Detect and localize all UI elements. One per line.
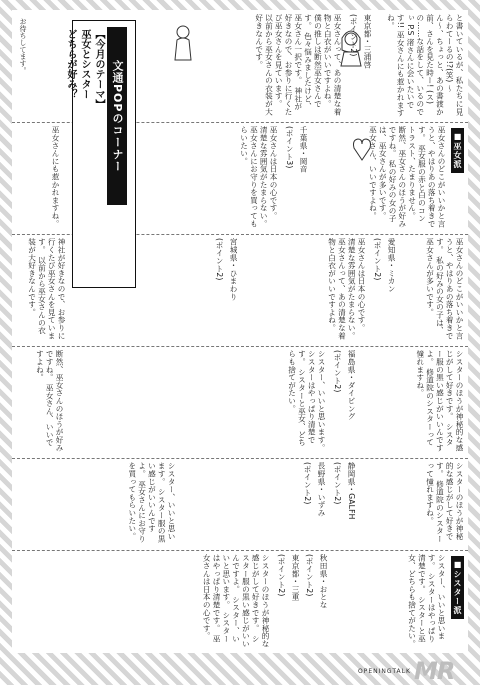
text-block [16,126,60,230]
text-line: 以前から巫女さんの衣装が大好きなんです。 [27,238,47,335]
reader-name [344,462,356,546]
text-line: 巫女さん、いいですよね。 [35,350,55,447]
tier-divider [12,550,468,551]
text-line: シスター服の黒い感じがいいんですよ。 [137,462,167,543]
tier-divider [12,346,468,347]
text-line: シスター、いいと思います。 [317,350,326,452]
tier-divider [12,458,468,459]
points-text: (ポイント2) [303,462,312,505]
text-line: P.S 渚さんに会いたいです!! [396,14,416,109]
text-block [20,554,270,648]
text-line: 神社が好きなので、お参りに行くたび巫女さんを見ています。 [37,238,66,340]
points [282,126,294,230]
points-text: (ポイント2) [277,554,286,597]
reader-name [314,462,326,546]
points [330,350,342,454]
text-line: 僕の推しは断然巫女さんです。 [303,14,323,108]
footer-label: OPENINGTALK [358,668,411,675]
reader-name-text: 福島県・ダイビング [347,350,356,421]
text-block [384,14,464,118]
reader-name [226,238,238,342]
text-block [152,126,278,230]
text-line: 巫女さんは日本の心です。 [202,554,222,643]
text-line: シスター服の黒い感じがいいんですよ。 [425,350,455,452]
points [212,238,224,342]
points-text: (ポイント2) [333,462,342,505]
text-line: シスターはやっぱり清楚です。 [212,554,231,643]
points-text: (ポイント2) [373,238,382,281]
text-line: 巫女さんにお守りを買ってもらいたい。 [239,126,259,228]
text-block [404,238,464,342]
text-line: 巫女さんって、あの清楚な着物と白衣がいいですよね。 [323,14,342,116]
points-text: (ポイント2) [215,238,224,281]
text-line: 巫女服の赤と白のコントラスト、たまりません。 [407,126,427,223]
points-text: (ポイント2) [349,14,358,57]
doodle-heart-icon [352,134,372,164]
text-line: 断然、巫女さんのほうが好みですね。 [388,126,407,228]
footer-logo: MR [414,657,455,685]
points [330,462,342,546]
text-line: 巫女さんは日本の心です。 [269,126,278,220]
reader-name-text: 宮城県・ひまわり [229,238,238,301]
text-line: 断然、巫女さんのほうが好みですね。 [45,350,64,452]
text-line: シスターのほうが神秘的な感じがして好きです。 [445,350,464,452]
text-line: 巫女さんにも惹かれますね。 [386,14,406,117]
theme-line: 【今月のテーマ】 [93,29,104,109]
text-line: シスター、いいと思います。 [427,554,446,640]
text-line: と書いているが、私たちに見らわてーるの!?(笑) 〜 [445,14,464,116]
doodle-girl-icon [338,24,364,68]
points [300,462,312,546]
reader-name-text: 静岡県・GALFH [347,462,356,520]
text-block [364,350,464,454]
text-line: シスターと巫女、どちらも捨てがたい。 [407,554,427,648]
reader-name-text: 千葉県・岡音 [299,126,308,173]
reader-name-text: 秋田県・おとな [319,554,328,609]
reader-name-text: 東京都・三重 [291,554,300,601]
text-line: 修道院のシスターって憧れますね。 [425,462,445,543]
points [302,554,314,648]
text-line: シスター、いいと思います。 [157,462,176,540]
reader-name [316,554,328,648]
reader-name [288,554,300,648]
theme-line: どちらが好み？ [65,29,76,99]
doodle-figure-icon [172,24,194,64]
section-header-sister: ■シスター派 [451,556,464,619]
theme-line: 巫女とシスター [79,29,90,99]
text-block [246,238,366,342]
text-line: 色々悩みましたけど、巫女さん一択です。 [293,14,313,111]
reader-name [296,126,308,230]
text-block [16,238,66,342]
text-line: 巫女さんのどこがいいかと言うと、やはりあの落ち着きです。 [417,126,446,228]
text-line: 清楚な雰囲気がたまらない。 [259,126,269,228]
corner-theme [65,29,105,279]
text-line: シスターはやっぱり清楚です。 [297,350,317,444]
page-paper [12,10,468,653]
text-line: 巫女さんにお守りを買ってもらいたい。 [127,462,147,543]
reader-name-text: 長野県・いずみ [317,462,326,517]
text-line: シスター、いいと思います。 [221,554,241,643]
text-line: 清楚な雰囲気がたまらない。 [347,238,357,340]
text-block [364,462,464,546]
text-line: 巫女さんって、あの清楚な着物と白衣がいいですよね。 [327,238,347,340]
reader-name-text: 愛知県・ミカン [387,238,396,293]
signoff: お待ちしてます。 [19,18,27,74]
text-line: (ス)の……な話をして、いるのでぃ [406,14,435,116]
reader-name [384,238,396,342]
text-line: ん〜、ちょっと、あの書渡か前、さんを見た時ー! [425,14,445,116]
text-line: 修道院のシスターって憧れますね。 [415,350,435,447]
reader-name [344,350,356,454]
points [274,554,286,648]
text-line: 私の好みの女の子は、巫女さんが多いです。 [378,126,398,223]
text-line: シスターのほうが神秘的な感じがして好きです。 [251,554,270,648]
text-block [16,350,64,454]
text-line: 巫女さん、いいですよね。 [368,126,378,220]
text-line: 巫女さんのどこがいいかと言うと、やはりあの落ち着きです。 [435,238,464,340]
corner-title-box [65,20,136,288]
text-block [16,462,176,546]
text-line: シスターのほうが神秘的な感じがして好きです。 [435,462,464,540]
section-header-miko: ■巫女派 [451,128,464,173]
points-text: (ポイント3) [285,126,294,169]
points [370,238,382,342]
reader-name-text: 東京都・三浦啓 [363,14,372,69]
text-line: シスター服の黒い感じがいいんですよ。 [231,554,261,648]
text-line: シスターはやっぱり清楚です。 [417,554,437,643]
corner-banner: 文通POPのコーナー [107,27,127,205]
text-block [336,554,446,648]
text-line: 巫女さんは日本の心です。 [357,238,366,332]
text-block [316,126,446,230]
text-line: シスターと巫女、どちらも捨てがたい。 [287,350,307,447]
text-block [196,350,326,454]
text-line: 神社が好きなので、お参りに行くたび巫女さんを見ています。 [274,14,303,116]
points-text: (ポイント2) [333,350,342,393]
text-line: 以前から巫女さんの衣装が大好きなんです。 [254,14,274,116]
text-line: 私の好みの女の子は、巫女さんが多いです。 [425,238,445,335]
text-line: 巫女さんにも惹かれますね。 [51,126,60,228]
points-text: (ポイント2) [305,554,314,597]
